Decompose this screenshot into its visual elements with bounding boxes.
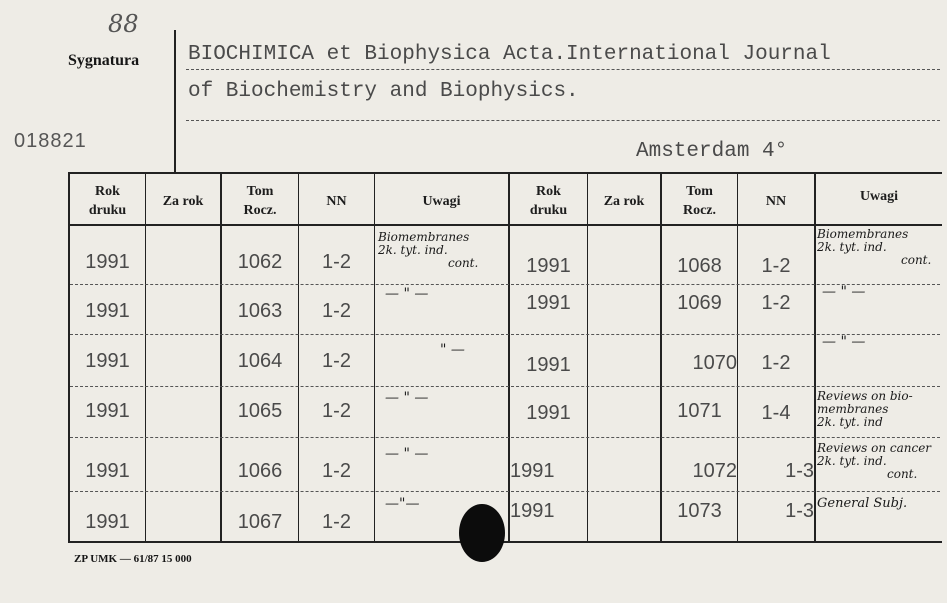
col-line	[374, 172, 375, 543]
right-row-2-note: — " —	[822, 284, 866, 300]
right-row-2-year: 1991	[526, 292, 571, 314]
row-rule	[70, 284, 940, 285]
left-row-2-note: — " —	[385, 286, 429, 302]
right-row-3-year: 1991	[526, 354, 571, 376]
left-row-2-nn: 1-2	[322, 300, 351, 322]
header-rok-druku: Rok druku	[529, 184, 568, 218]
header-za-rok: Za rok	[603, 194, 645, 209]
left-row-6-note: —"—	[385, 496, 420, 512]
right-row-4-year: 1991	[526, 402, 571, 424]
left-row-6-year: 1991	[85, 511, 130, 533]
left-row-1-nn: 1-2	[322, 251, 351, 273]
left-row-1-year: 1991	[85, 251, 130, 273]
right-row-1-note: Biomembranes 2k. tyt. ind. cont.	[817, 227, 932, 267]
table-top-rule	[68, 172, 942, 174]
left-row-3-tom: 1064	[237, 350, 283, 372]
left-row-4-nn: 1-2	[322, 400, 351, 422]
right-row-2-tom: 1069	[677, 292, 722, 314]
right-row-4-nn: 1-4	[761, 402, 791, 424]
left-row-4-tom: 1065	[237, 400, 283, 422]
right-row-1-tom: 1068	[677, 255, 722, 277]
signature-divider	[174, 30, 176, 174]
row-rule	[70, 334, 940, 335]
row-rule	[70, 491, 940, 492]
right-row-1-nn: 1-2	[761, 255, 791, 277]
header-nn: NN	[326, 194, 347, 209]
col-line	[587, 172, 588, 543]
right-row-5-note: Reviews on cancer 2k. tyt. ind. cont.	[817, 441, 932, 481]
table-bottom-rule	[68, 541, 942, 543]
left-row-2-tom: 1063	[237, 300, 283, 322]
left-row-1-note: Biomembranes 2k. tyt. ind. cont.	[378, 230, 479, 270]
right-row-4-tom: 1071	[677, 400, 722, 422]
header-bottom-rule	[68, 224, 942, 226]
right-row-3-note: — " —	[822, 334, 866, 350]
place-format: Amsterdam 4°	[636, 140, 788, 163]
left-row-5-nn: 1-2	[322, 460, 351, 482]
left-row-5-tom: 1066	[237, 460, 283, 482]
row-rule	[70, 437, 940, 438]
right-row-5-nn: 1-3	[785, 460, 814, 482]
left-row-5-year: 1991	[85, 460, 130, 482]
right-row-6-note: General Subj.	[817, 496, 908, 511]
left-row-2-year: 1991	[85, 300, 130, 322]
right-row-6-nn: 1-3	[785, 500, 814, 522]
left-row-5-note: — " —	[385, 446, 429, 462]
left-row-3-note: " —	[440, 342, 465, 358]
title-line-1: BIOCHIMICA et Biophysica Acta.International Journal	[188, 43, 831, 66]
right-row-1-year: 1991	[526, 255, 571, 277]
left-row-4-note: — " —	[385, 390, 429, 406]
right-row-3-tom: 1070	[692, 352, 737, 374]
left-row-4-year: 1991	[85, 400, 130, 422]
right-row-6-year: 1991	[510, 500, 555, 522]
right-row-6-tom: 1073	[677, 500, 722, 522]
call-number-handwritten: 88	[108, 10, 139, 38]
title-line-2: of Biochemistry and Biophysics.	[188, 80, 579, 103]
header-tom-rocz: Tom Rocz.	[682, 184, 717, 218]
col-line	[814, 172, 816, 543]
right-row-4-note: Reviews on bio- membranes 2k. tyt. ind	[817, 389, 913, 429]
left-row-6-tom: 1067	[237, 511, 283, 533]
footer-print: ZP UMK — 61/87 15 000	[74, 553, 192, 565]
sygnatura-label: Sygnatura	[68, 52, 140, 69]
left-row-6-nn: 1-2	[322, 511, 351, 533]
left-row-3-year: 1991	[85, 350, 130, 372]
right-row-3-nn: 1-2	[761, 352, 791, 374]
header-uwagi: Uwagi	[422, 194, 461, 209]
punch-hole	[459, 504, 505, 562]
accession-number: 018821	[14, 130, 87, 152]
header-uwagi: Uwagi	[859, 189, 899, 204]
right-row-5-year: 1991	[510, 460, 555, 482]
header-rok-druku: Rok druku	[88, 184, 127, 218]
right-row-5-tom: 1072	[692, 460, 737, 482]
header-nn: NN	[765, 194, 787, 209]
right-row-2-nn: 1-2	[761, 292, 791, 314]
row-rule	[70, 386, 940, 387]
header-za-rok: Za rok	[162, 194, 204, 209]
col-line	[145, 172, 146, 543]
title-rule-1	[186, 69, 940, 70]
title-rule-2	[186, 120, 940, 121]
left-row-3-nn: 1-2	[322, 350, 351, 372]
left-row-1-tom: 1062	[237, 251, 283, 273]
header-tom-rocz: Tom Rocz.	[243, 184, 277, 218]
